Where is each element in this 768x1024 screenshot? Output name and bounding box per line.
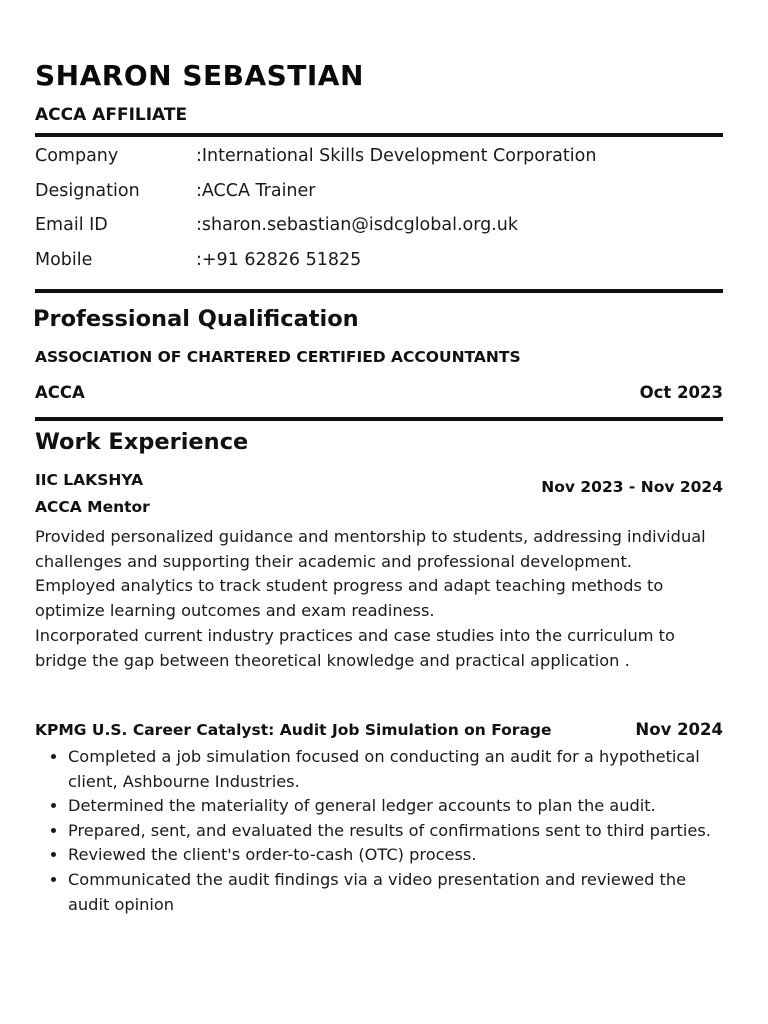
- job1-dates: Nov 2023 - Nov 2024: [541, 478, 723, 496]
- job2-date: Nov 2024: [635, 720, 723, 739]
- experience-heading: Work Experience: [35, 429, 249, 455]
- company-label: Company: [35, 146, 119, 166]
- job1-paragraph: Provided personalized guidance and mentorship to students, addressing individual challenges and supporting their academic and professional development.: [35, 527, 706, 571]
- designation-label: Designation: [35, 181, 140, 201]
- mobile-label: Mobile: [35, 250, 93, 270]
- job1-company: IIC LAKSHYA: [35, 471, 144, 489]
- resume-title: ACCA AFFILIATE: [35, 105, 188, 125]
- qualification-date: Oct 2023: [639, 383, 723, 402]
- divider: [35, 417, 723, 421]
- job2-bullet-list: [35, 745, 728, 917]
- qualification-heading: Professional Qualification: [33, 306, 359, 332]
- designation-value: :ACCA Trainer: [196, 181, 316, 201]
- qualification-body: ASSOCIATION OF CHARTERED CERTIFIED ACCOUNTANTS: [35, 348, 521, 366]
- job1-paragraph: Incorporated current industry practices and case studies into the curriculum to bridge the gap between theoretical knowledge and practical application .: [35, 625, 675, 670]
- list-item: • Completed a job simulation focused on conducting an audit for a hypothetical client, Ashbourne Industries.: [68, 745, 728, 794]
- email-value: :sharon.sebastian@isdcglobal.org.uk: [196, 215, 519, 235]
- job1-paragraph: Employed analytics to track student progress and adapt teaching methods to optimize learning outcomes and exam readiness.: [35, 576, 664, 621]
- job1-description: [35, 525, 725, 673]
- qualification-credential: ACCA: [35, 383, 85, 402]
- list-item: • Determined the materiality of general ledger accounts to plan the audit.: [68, 794, 728, 819]
- resume-name: SHARON SEBASTIAN: [35, 59, 364, 92]
- mobile-value: :+91 62826 51825: [196, 250, 362, 270]
- job1-role: ACCA Mentor: [35, 498, 150, 516]
- list-item: • Prepared, sent, and evaluated the results of confirmations sent to third parties.: [68, 819, 728, 844]
- email-label: Email ID: [35, 215, 108, 235]
- divider: [35, 133, 723, 137]
- list-item: • Reviewed the client's order-to-cash (OTC) process.: [68, 843, 728, 868]
- list-item: • Communicated the audit findings via a video presentation and reviewed the audit opinion: [68, 868, 728, 917]
- company-value: :International Skills Development Corporation: [196, 146, 597, 166]
- divider: [35, 289, 723, 293]
- job2-title: KPMG U.S. Career Catalyst: Audit Job Simulation on Forage: [35, 721, 552, 739]
